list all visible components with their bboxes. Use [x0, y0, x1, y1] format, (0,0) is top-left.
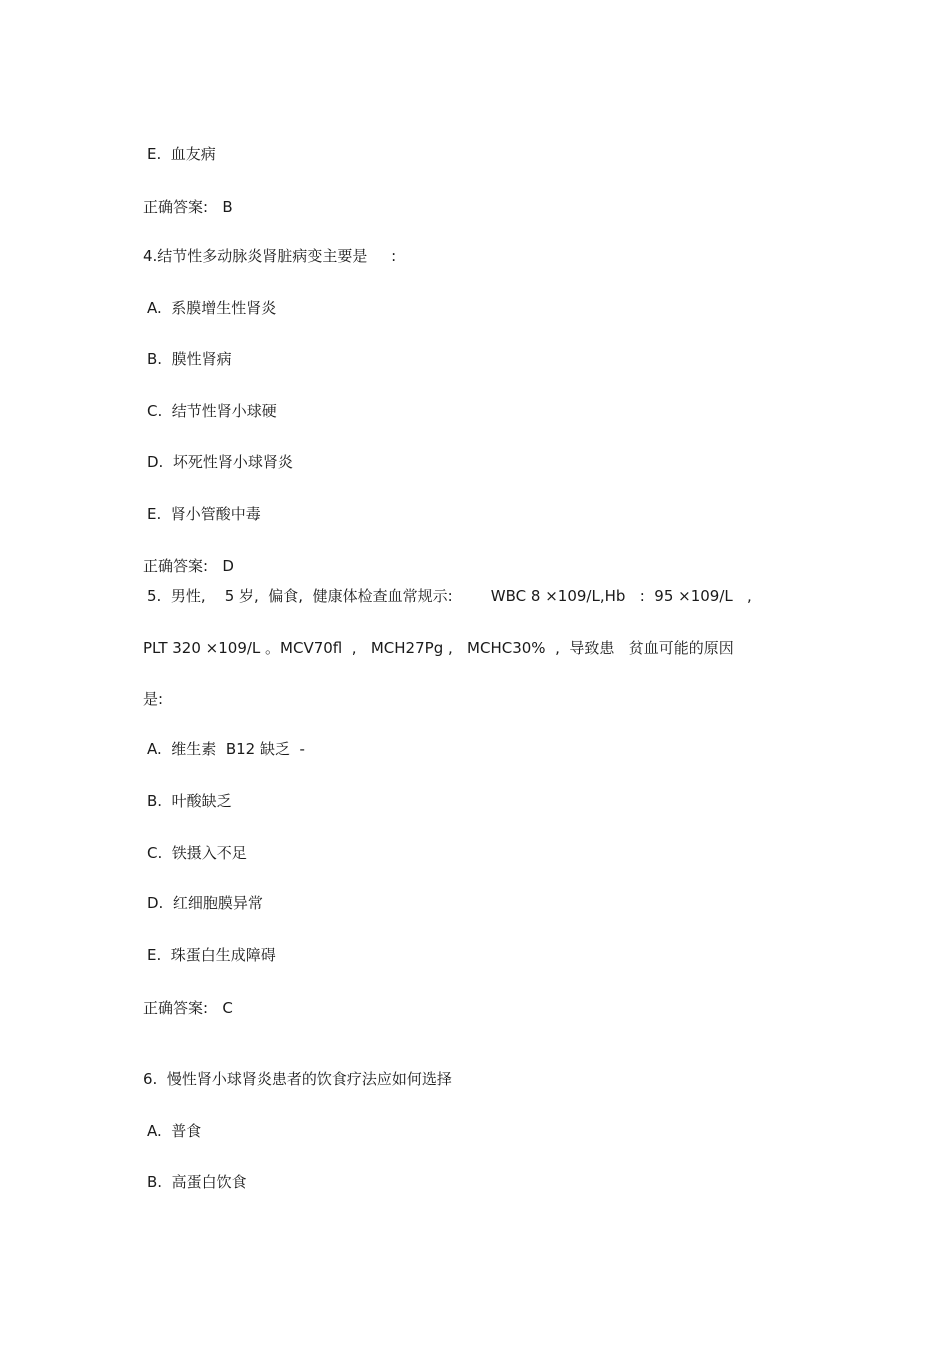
option-e-q4: E. 肾小管酸中毒	[147, 505, 261, 523]
option-b-q6: B. 高蛋白饮食	[147, 1173, 247, 1191]
option-b-q4: B. 膜性肾病	[147, 350, 232, 368]
option-d-q4: D. 坏死性肾小球肾炎	[147, 453, 293, 471]
answer-q5: 正确答案: C	[143, 999, 233, 1017]
option-e-q3: E. 血友病	[147, 145, 216, 163]
option-a-q5: A. 维生素 B12 缺乏 -	[147, 740, 305, 758]
question-6: 6. 慢性肾小球肾炎患者的饮食疗法应如何选择	[143, 1070, 452, 1088]
question-5-line-3: 是:	[143, 690, 164, 708]
option-b-q5: B. 叶酸缺乏	[147, 792, 232, 810]
answer-q3: 正确答案: B	[143, 198, 233, 216]
option-c-q4: C. 结节性肾小球硬	[147, 402, 277, 420]
question-4: 4.结节性多动脉炎肾脏病变主要是 :	[143, 247, 397, 265]
answer-q4: 正确答案: D	[143, 557, 234, 575]
question-5-line-1: 5. 男性, 5 岁, 偏食, 健康体检查血常规示: WBC 8 ×109/L,Hb : 95 ×109/L ,	[147, 587, 752, 605]
option-e-q5: E. 珠蛋白生成障碍	[147, 946, 276, 964]
option-d-q5: D. 红细胞膜异常	[147, 894, 263, 912]
option-a-q4: A. 系膜增生性肾炎	[147, 299, 277, 317]
option-c-q5: C. 铁摄入不足	[147, 844, 247, 862]
question-5-line-2: PLT 320 ×109/L 。MCV70fl , MCH27Pg , MCHC30% , 导致患 贫血可能的原因	[143, 639, 734, 657]
option-a-q6: A. 普食	[147, 1122, 202, 1140]
